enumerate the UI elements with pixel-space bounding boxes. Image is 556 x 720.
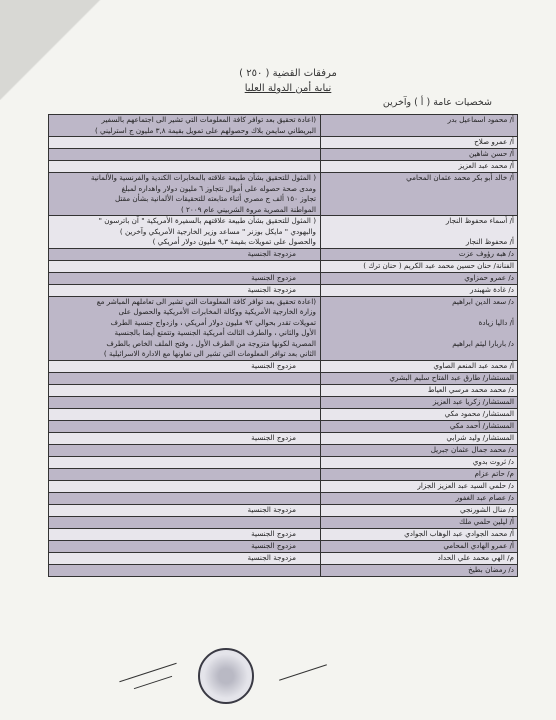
person-name: د/ منال الشورنجي [320, 505, 517, 516]
case-details [49, 409, 320, 420]
table-row [48, 541, 518, 553]
table-row [48, 361, 518, 373]
person-name: د/ محمد جمال عثمان جبريل [320, 445, 517, 456]
signature-area [38, 642, 538, 712]
case-details [49, 137, 320, 148]
table-row [48, 273, 518, 285]
person-name: د/ عصام عبد الغفور [320, 493, 517, 504]
person-name: المستشار/ زكريا عبد العزيز [320, 397, 517, 408]
signature-scribble [134, 676, 172, 689]
case-details: مزدوجة الجنسية [247, 284, 296, 294]
table-row [48, 409, 518, 421]
person-name: أ/ محمد الجوادي عبد الوهاب الجوادي [320, 529, 517, 540]
table-row [48, 433, 518, 445]
person-name: المستشار/ طارق عبد الفتاح سليم البشري [320, 373, 517, 384]
table-row [48, 173, 518, 216]
person-name: د/ رمضان بطيخ [320, 565, 517, 576]
case-details [49, 421, 320, 432]
table-row [48, 421, 518, 433]
case-details: مزدوج الجنسية [251, 360, 296, 370]
table-row [48, 553, 518, 565]
case-details: مزدوج الجنسية [251, 540, 296, 550]
table-row [48, 481, 518, 493]
table-row [48, 505, 518, 517]
table-row [48, 385, 518, 397]
case-details: مزدوج الجنسية [251, 528, 296, 538]
person-name: أ/ محمد عبد العزيز [320, 161, 517, 172]
table-row [48, 115, 518, 137]
person-name: المستشار/ محمود مكي [320, 409, 517, 420]
case-details [49, 565, 320, 576]
document-subject: شخصيات عامة ( أ ) وآخرين [382, 97, 492, 108]
persons-table [48, 114, 518, 577]
case-details [49, 161, 320, 172]
case-details [49, 481, 320, 492]
document-header-authority: نيابة أمن الدولة العليا [244, 83, 332, 94]
table-row [48, 249, 518, 261]
case-details [49, 493, 320, 504]
case-details: ( المثول للتحقيق بشأن طبيعة علاقته بالمخابرات الكندية والفرنسية والألمانية ومدى صحة حصوله على أموال تتجاوز ٦ مليون دولار واهداره لمبلغ تجاوز ١٥٠ ألف ج مصري أثناء متابعته للتحقيقات الألمانية بشأن مقتل المواطنة المصرية مروة الشربيني عام ٢٠٠٩ ) [90, 173, 316, 214]
case-details [49, 385, 320, 396]
case-details [49, 517, 320, 528]
person-name: أ/ عمرو صلاح [320, 137, 517, 148]
person-name: أ/ محمود اسماعيل بدر [320, 115, 517, 136]
table-row [48, 565, 518, 577]
person-name: د/ هبه رؤوف عزت [320, 249, 517, 260]
case-details [49, 261, 320, 272]
case-details: مزدوج الجنسية [251, 432, 296, 442]
person-name: د/ سعد الدين ابراهيم أ/ داليا زيادة د/ باربارا ليثم ابراهيم [320, 297, 517, 360]
table-row [48, 529, 518, 541]
case-details [49, 397, 320, 408]
case-details: مزدوجة الجنسية [247, 504, 296, 514]
person-name: المستشار/ أحمد مكي [320, 421, 517, 432]
person-name: أ/ محمد عبد المنعم الصاوي [320, 361, 517, 372]
person-name: المستشار/ وليد شرابي [320, 433, 517, 444]
person-name: أ/ خالد أبو بكر محمد عثمان المحامي [320, 173, 517, 215]
case-details [49, 445, 320, 456]
table-row [48, 261, 518, 273]
official-seal-icon [198, 648, 254, 704]
document-sheet [38, 50, 538, 710]
person-name: أ/ حسن شاهين [320, 149, 517, 160]
person-name: د/ عمرو حمزاوي [320, 273, 517, 284]
table-row [48, 149, 518, 161]
case-details: (اعادة تحقيق بعد توافر كافة المعلومات التي تشير الى اجتماعهم بالسفير البريطاني سايمن بلاك وحصولهم على تمويل بقيمة ٣,٨ مليون ج استرليني ) [94, 115, 316, 135]
case-details: مزدوجة الجنسية [247, 552, 296, 562]
table-row [48, 493, 518, 505]
person-name: أ/ عمرو الهادي المحامي [320, 541, 517, 552]
case-details [49, 373, 320, 384]
document-header-case: مرفقات القضية ( ٢٥٠ ) [239, 68, 337, 79]
person-name: الفنانة/ حنان حسين محمد عبد الكريم ( حنان ترك ) [320, 261, 517, 272]
table-row [48, 457, 518, 469]
case-details [49, 457, 320, 468]
signature-scribble [119, 663, 176, 682]
case-details: مزدوج الجنسية [251, 272, 296, 282]
person-name: د/ محمد محمد مرسي العياط [320, 385, 517, 396]
table-row [48, 297, 518, 361]
case-details: مزدوجة الجنسية [247, 248, 296, 258]
case-details [49, 149, 320, 160]
person-name: د/ ثروت بدوي [320, 457, 517, 468]
person-name: م/ الهي محمد علي الحداد [320, 553, 517, 564]
table-row [48, 397, 518, 409]
person-name: د/ حلمي السيد عبد العزيز الجزار [320, 481, 517, 492]
table-row [48, 216, 518, 249]
signature-scribble [279, 664, 327, 680]
table-row [48, 445, 518, 457]
table-row [48, 469, 518, 481]
table-row [48, 517, 518, 529]
table-row [48, 373, 518, 385]
case-details [49, 469, 320, 480]
person-name: أ/ أسماء محفوظ النجار أ/ محفوظ النجار [320, 216, 517, 248]
case-details: (اعادة تحقيق بعد توافر كافة المعلومات التي تشير الى تعاملهم المباشر مع وزارة الخارجية الأمريكية ووكالة المخابرات الأمريكية والحصول على تمويلات تقدر بحوالي ٩٢ مليون دولار أمريكي ، وازدواج جنسية الطرف الأول والثاني ، والطرف الثالث أمريكية الجنسية وتتمتع أيضا بالجنسية المصرية لكونها متزوجة من الطرف الأول ، وفتح الملف الخاص بالطرف الثاني بعد توافر المعلومات التي تشير الى تعاونها مع الادارة الاسرائيلية ) [96, 296, 316, 358]
table-row [48, 285, 518, 297]
person-name: أ/ ليلين حلمي ملك [320, 517, 517, 528]
table-row [48, 137, 518, 149]
table-row [48, 161, 518, 173]
person-name: م/ حاتم عزام [320, 469, 517, 480]
person-name: د/ غادة شهبندر [320, 285, 517, 296]
case-details: ( المثول للتحقيق بشأن طبيعة علاقتهم بالسفيرة الأمريكية " آن باترسون " والبهودي " مايكل بوزنر " مساعد وزير الخارجية الأمريكي وآخرين ) والحصول على تمويلات بقيمة ٩,٣ مليون دولار أمريكي ) [98, 216, 316, 246]
